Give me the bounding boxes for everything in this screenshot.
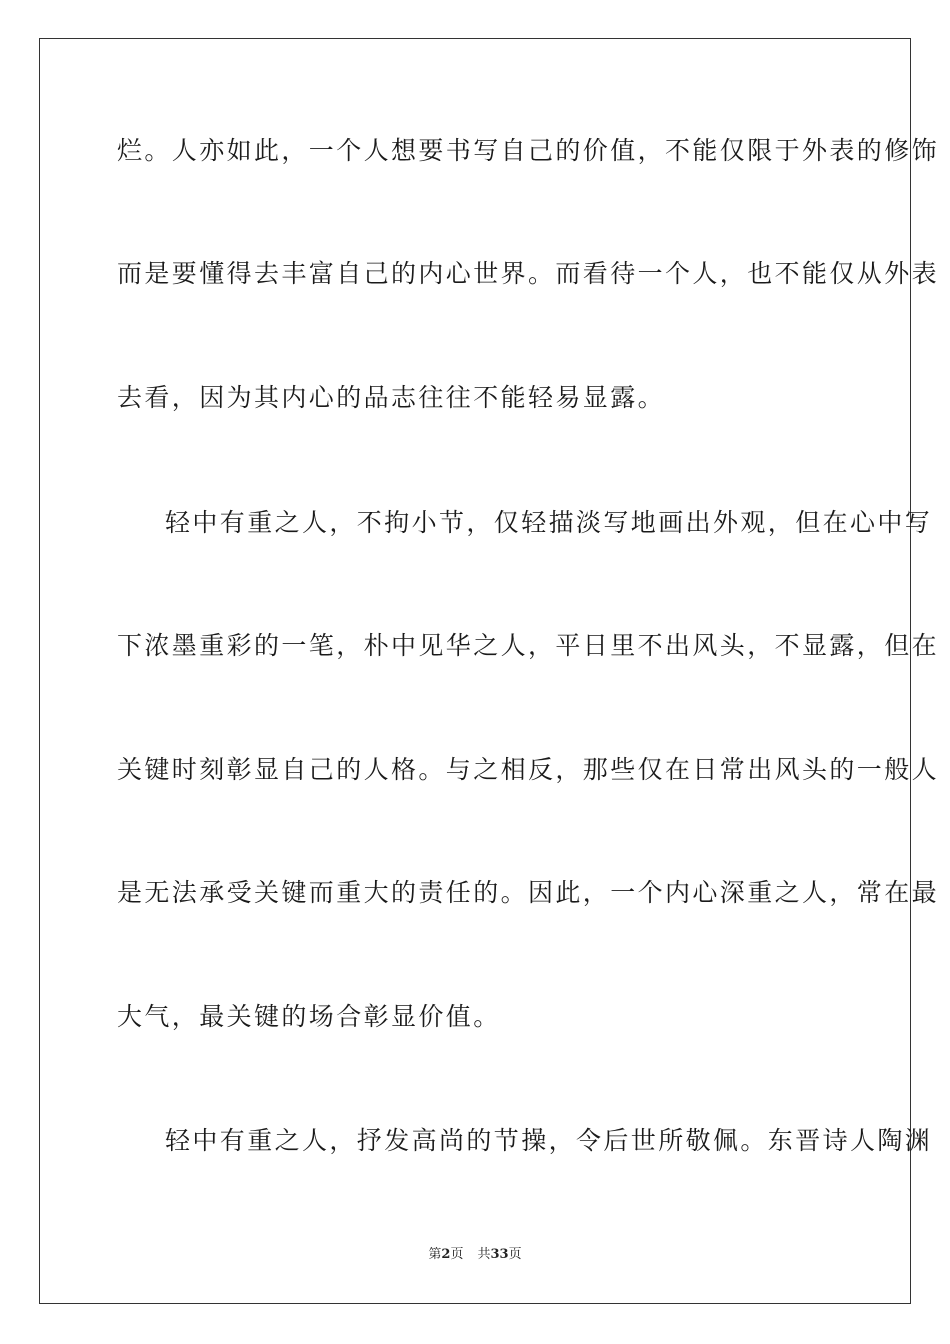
total-prefix: 共 bbox=[477, 1247, 491, 1262]
text-line: 是无法承受关键而重大的责任的。因此，一个内心深重之人，常在最 bbox=[117, 878, 940, 907]
text-line: 而是要懂得去丰富自己的内心世界。而看待一个人，也不能仅从外表 bbox=[117, 259, 940, 288]
page-footer bbox=[0, 1246, 950, 1264]
text-line: 大气，最关键的场合彰显价值。 bbox=[117, 1002, 501, 1031]
page-border bbox=[39, 38, 940, 1304]
text-line: 下浓墨重彩的一笔，朴中见华之人，平日里不出风头，不显露，但在 bbox=[117, 631, 940, 660]
paragraph-start-line: 轻中有重之人，不拘小节，仅轻描淡写地画出外观，但在心中写 bbox=[165, 508, 933, 537]
current-page-number: 2 bbox=[441, 1247, 451, 1262]
total-page-count: 33 bbox=[490, 1247, 509, 1262]
total-unit: 页 bbox=[508, 1247, 522, 1262]
paragraph-start-line: 轻中有重之人，抒发高尚的节操，令后世所敬佩。东晋诗人陶渊 bbox=[165, 1126, 933, 1155]
page-unit: 页 bbox=[450, 1247, 464, 1262]
page-prefix: 第 bbox=[428, 1247, 442, 1262]
text-line: 关键时刻彰显自己的人格。与之相反，那些仅在日常出风头的一般人 bbox=[117, 755, 940, 784]
text-line: 去看，因为其内心的品志往往不能轻易显露。 bbox=[117, 383, 666, 412]
text-line: 烂。人亦如此，一个人想要书写自己的价值，不能仅限于外表的修饰 bbox=[117, 136, 940, 165]
